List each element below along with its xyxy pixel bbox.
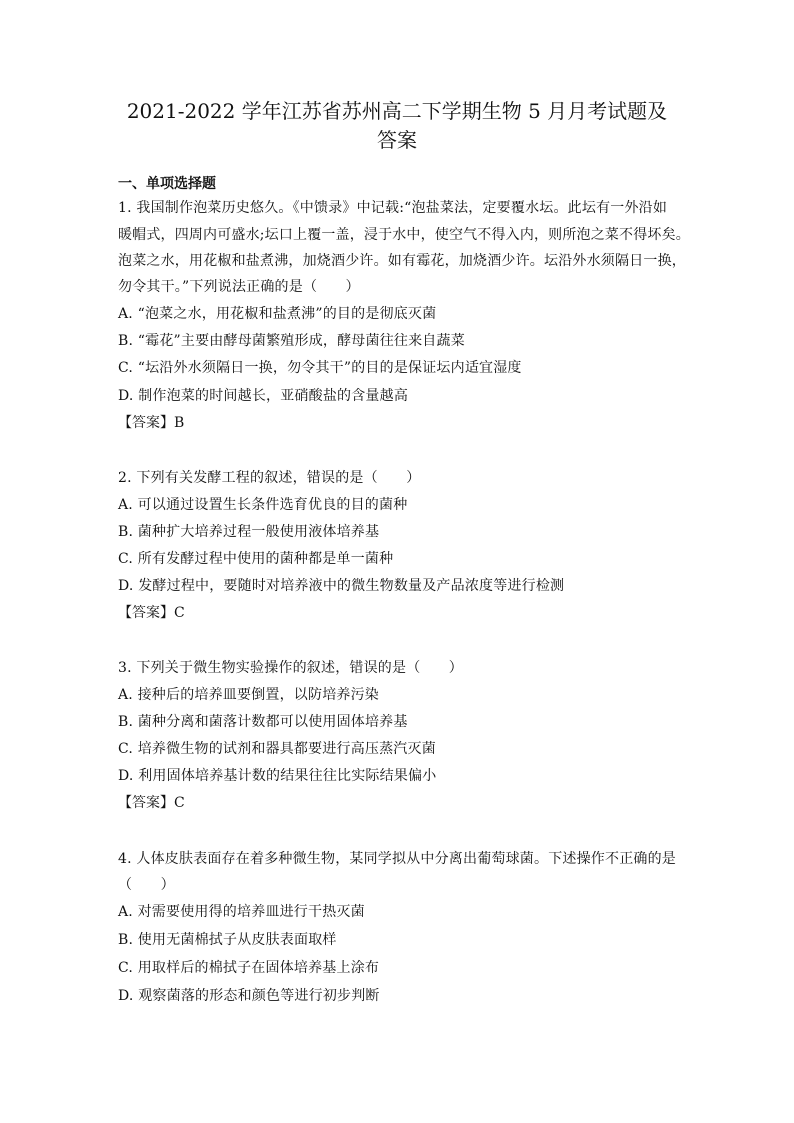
q4-stem-line-2: （ ） xyxy=(118,877,175,893)
q1-option-a: A. “泡菜之水，用花椒和盐煮沸”的目的是彻底灭菌 xyxy=(118,306,437,322)
q4-stem-line-1: 4. 人体皮肤表面存在着多种微生物，某同学拟从中分离出葡萄球菌。下述操作不正确的是 xyxy=(118,851,677,867)
document-title-line-1: 2021-2022 学年江苏省苏州高二下学期生物 5 月月考试题及 xyxy=(126,99,668,123)
q4-option-c: C. 用取样后的棉拭子在固体培养基上涂布 xyxy=(118,960,380,976)
q2-option-c: C. 所有发酵过程中使用的菌种都是单一菌种 xyxy=(118,551,394,567)
q4-option-d: D. 观察菌落的形态和颜色等进行初步判断 xyxy=(118,988,380,1004)
q2-option-b: B. 菌种扩大培养过程一般使用液体培养基 xyxy=(118,524,380,540)
q1-option-d: D. 制作泡菜的时间越长，亚硝酸盐的含量越高 xyxy=(118,388,409,404)
q3-stem-line-1: 3. 下列关于微生物实验操作的叙述，错误的是（ ） xyxy=(118,660,464,676)
document-title-line-2: 答案 xyxy=(377,128,417,152)
q1-stem-line-1: 1. 我国制作泡菜历史悠久。《中馈录》中记载:“泡盐菜法，定要覆水坛。此坛有一外沿如 xyxy=(118,200,668,216)
q2-option-d: D. 发酵过程中，要随时对培养液中的微生物数量及产品浓度等进行检测 xyxy=(118,578,565,594)
q2-stem-line-1: 2. 下列有关发酵工程的叙述，错误的是（ ） xyxy=(118,470,421,486)
q3-option-c: C. 培养微生物的试剂和器具都要进行高压蒸汽灭菌 xyxy=(118,741,436,757)
q4-option-b: B. 使用无菌棉拭子从皮肤表面取样 xyxy=(118,932,337,948)
q1-stem-line-2: 暖帽式，四周内可盛水;坛口上覆一盖，浸于水中，使空气不得入内，则所泡之菜不得坏矣。 xyxy=(118,227,690,243)
q3-option-a: A. 接种后的培养皿要倒置，以防培养污染 xyxy=(118,687,380,703)
q3-option-b: B. 菌种分离和菌落计数都可以使用固体培养基 xyxy=(118,714,408,730)
q2-answer: 【答案】C xyxy=(118,605,185,621)
q3-answer: 【答案】C xyxy=(118,795,185,811)
q2-option-a: A. 可以通过设置生长条件选育优良的目的菌种 xyxy=(118,497,408,513)
q1-answer: 【答案】B xyxy=(118,415,185,431)
q3-option-d: D. 利用固体培养基计数的结果往往比实际结果偏小 xyxy=(118,768,437,784)
q1-stem-line-3: 泡菜之水，用花椒和盐煮沸，加烧酒少许。如有霉花，加烧酒少许。坛沿外水须隔日一换， xyxy=(118,253,686,269)
q1-option-c: C. “坛沿外水须隔日一换，勿令其干”的目的是保证坛内适宜湿度 xyxy=(118,360,522,376)
section-heading: 一、单项选择题 xyxy=(118,176,216,192)
q1-stem-line-4: 勿令其干。”下列说法正确的是（ ） xyxy=(118,279,360,295)
q1-option-b: B. “霉花”主要由酵母菌繁殖形成，酵母菌往往来自蔬菜 xyxy=(118,333,465,349)
q4-option-a: A. 对需要使用得的培养皿进行干热灭菌 xyxy=(118,904,365,920)
